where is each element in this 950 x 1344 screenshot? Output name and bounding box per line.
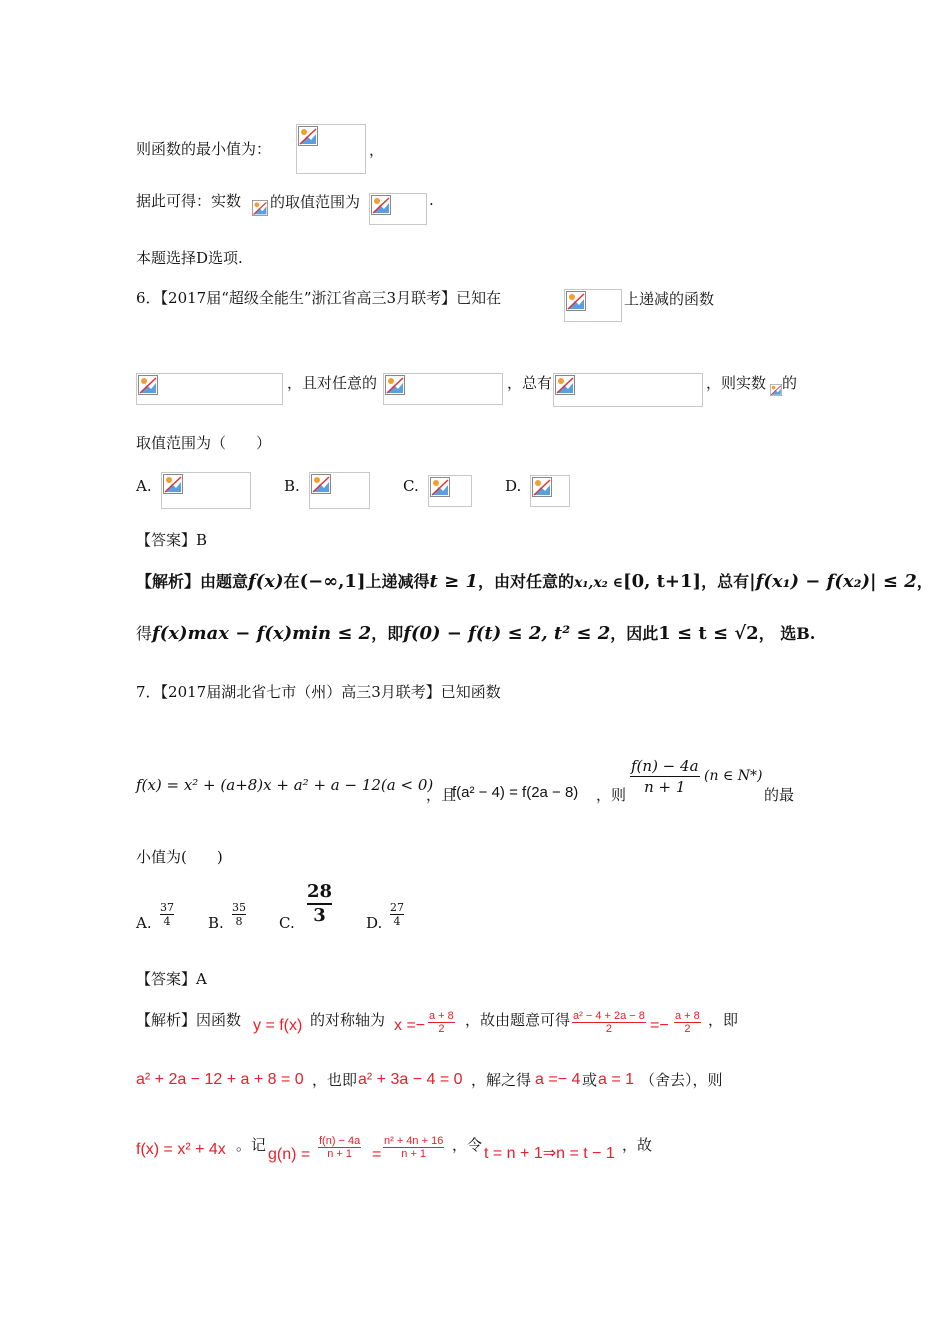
numerator: a + 8: [429, 1010, 454, 1022]
numerator: 35: [232, 901, 246, 914]
option-b-image: [309, 472, 370, 509]
broken-image-icon: [252, 200, 268, 220]
broken-image-icon: [566, 291, 586, 311]
image-placeholder: [296, 124, 366, 174]
q7-a3-b: 。记: [236, 1136, 267, 1154]
denominator: 2: [674, 1022, 701, 1035]
q7-fx-def: f(x) = x² + (a+8)x + a² + a − 12(a < 0): [136, 776, 434, 794]
q7-a-neg4: a =− 4: [535, 1071, 581, 1088]
math: t ≥ 1: [429, 571, 478, 592]
math: (−∞,1]: [299, 571, 366, 592]
denominator: 8: [232, 914, 246, 928]
denominator: 3: [307, 903, 332, 927]
q6-line2-b: ，总有: [507, 374, 553, 392]
option-d-label: D.: [505, 477, 522, 495]
denominator: n + 1: [630, 776, 700, 797]
p1-after: ，: [369, 141, 385, 159]
q7-eq-line2: a² + 2a − 12 + a + 8 = 0: [136, 1071, 304, 1088]
broken-image-icon: [163, 474, 183, 494]
numerator: f(n) − 4a: [631, 757, 699, 775]
q7-eq-sign: =: [372, 1146, 382, 1163]
numerator: f(n) − 4a: [319, 1135, 361, 1147]
image-placeholder: [553, 373, 703, 407]
image-placeholder: [369, 193, 427, 225]
q6-line3: 取值范围为（ ）: [136, 434, 272, 452]
q7-gn: g(n) =: [268, 1146, 311, 1163]
p2-end: .: [429, 191, 434, 209]
image-placeholder: [383, 373, 503, 405]
p3-text: 本题选择D选项.: [136, 249, 243, 267]
option-a-label: A.: [136, 477, 152, 495]
numerator: 28: [307, 881, 333, 902]
q7-a1-label: 【解析】因函数: [136, 1011, 242, 1029]
q7-a2-c: ，解之得: [471, 1071, 532, 1089]
numerator: a + 8: [675, 1010, 700, 1022]
option-d-image: [530, 475, 570, 507]
text: ，由对任意的: [477, 572, 574, 591]
q6-line2-c: ，则实数: [706, 374, 767, 392]
image-placeholder: [564, 289, 622, 322]
q6-analysis-line2: [136, 621, 815, 644]
text: ，因此: [610, 624, 659, 643]
q7-option-a-label: A.: [136, 914, 152, 932]
q7-expr-fraction: [630, 756, 700, 797]
broken-image-icon: [298, 126, 318, 146]
q7-answer: 【答案】A: [136, 970, 207, 988]
text: B.: [796, 624, 816, 643]
option-c-label: C.: [403, 477, 419, 495]
text: ， 选: [758, 624, 797, 643]
math: f(0) − f(t) ≤ 2, t² ≤ 2: [403, 623, 611, 644]
q7-a2-d: （舍去），则: [640, 1071, 723, 1089]
q7-eq-minus: =−: [650, 1017, 669, 1034]
q7-option-d-frac: [390, 901, 404, 928]
q6-line2-d: 的: [782, 374, 798, 392]
q7-cond: f(a² − 4) = f(2a − 8): [452, 784, 579, 801]
denominator: 2: [572, 1022, 646, 1035]
math: |f(x₁) − f(x₂)| ≤ 2: [749, 571, 917, 592]
q7-y-fx: y = f(x): [253, 1017, 303, 1034]
denominator: 2: [428, 1022, 455, 1035]
math: x₁,x₂ ∈: [573, 575, 624, 591]
numerator: a² − 4 + 2a − 8: [573, 1010, 645, 1022]
q7-zui: 的最: [764, 786, 795, 804]
denominator: 4: [390, 914, 404, 928]
q7-then: ，则: [596, 786, 627, 804]
analysis-label: 【解析】: [136, 572, 201, 591]
broken-image-icon: [555, 375, 575, 395]
q7-option-a-frac: [160, 901, 174, 928]
math: f(x)max − f(x)min ≤ 2: [152, 623, 372, 644]
image-placeholder: [136, 373, 283, 405]
text: ，: [916, 572, 933, 591]
denominator: n + 1: [318, 1147, 361, 1160]
q6-suffix: 上递减的函数: [624, 290, 715, 308]
q7-expr-cond: (n ∈ N*): [704, 768, 763, 784]
q7-a1-c: ，故由题意可得: [465, 1011, 571, 1029]
q7-a1-d: ，即: [708, 1011, 739, 1029]
option-b-label: B.: [284, 477, 300, 495]
q7-a3-c: ，令: [452, 1136, 483, 1154]
text: ，即: [371, 624, 404, 643]
text: 得: [136, 624, 153, 643]
q7-x-eq: x =−: [394, 1017, 426, 1034]
q7-option-c-label: C.: [279, 914, 295, 932]
numerator: n² + 4n + 16: [384, 1135, 444, 1147]
denominator: 4: [160, 914, 174, 928]
numerator: 27: [390, 901, 404, 914]
q7-big-frac: [572, 1010, 646, 1035]
q7-and: ，且: [426, 786, 457, 804]
q7-a2-b: ，也即: [312, 1071, 358, 1089]
p1-text: 则函数的最小值为：: [136, 140, 272, 158]
math: 1 ≤ t ≤ √2: [658, 623, 759, 644]
text: ，总有: [701, 572, 750, 591]
broken-image-icon: [311, 474, 331, 494]
q6-analysis-line1: [136, 569, 933, 592]
broken-image-icon: [371, 195, 391, 215]
q7-option-d-label: D.: [366, 914, 383, 932]
q6-line2-a: ，且对任意的: [287, 374, 378, 392]
q7-t-sub: t = n + 1⇒n = t − 1: [484, 1145, 615, 1162]
numerator: 37: [160, 901, 174, 914]
q7-eq2: a² + 3a − 4 = 0: [358, 1071, 463, 1088]
q7-a-1: a = 1: [598, 1071, 635, 1088]
math: [0, t+1]: [623, 571, 702, 592]
q7-option-b-frac: [232, 901, 246, 928]
denominator: n + 1: [383, 1147, 444, 1160]
q7-gn2-frac: [383, 1135, 444, 1160]
q7-a8-frac: [428, 1010, 455, 1035]
q7-a3-d: ，故: [622, 1136, 653, 1154]
q6-answer: 【答案】B: [136, 531, 208, 549]
option-a-image: [161, 472, 251, 509]
q7-a1-b: 的对称轴为: [310, 1011, 386, 1029]
q7-a8-frac-2: [674, 1010, 701, 1035]
text: 在: [283, 572, 300, 591]
q7-option-c-frac: [307, 881, 332, 927]
text: 上递减得: [365, 572, 430, 591]
q7-option-b-label: B.: [208, 914, 224, 932]
broken-image-icon: [770, 382, 782, 402]
math: f(x): [248, 571, 284, 592]
q7-or: 或: [582, 1071, 598, 1089]
q7-prefix: 7．【2017届湖北省七市（州）高三3月联考】已知函数: [136, 683, 501, 701]
broken-image-icon: [532, 477, 552, 497]
text: 由题意: [200, 572, 249, 591]
broken-image-icon: [385, 375, 405, 395]
q7-fx-final: f(x) = x² + 4x: [136, 1141, 226, 1158]
q6-prefix: 6．【2017届“超级全能生”浙江省高三3月联考】已知在: [136, 289, 502, 307]
option-c-image: [428, 475, 472, 507]
p2-middle: 的取值范围为: [270, 193, 361, 211]
q7-gn-frac: [318, 1135, 361, 1160]
broken-image-icon: [138, 375, 158, 395]
p2-before: 据此可得：实数: [136, 192, 242, 210]
q7-line2: 小值为( ): [136, 848, 223, 866]
broken-image-icon: [430, 477, 450, 497]
